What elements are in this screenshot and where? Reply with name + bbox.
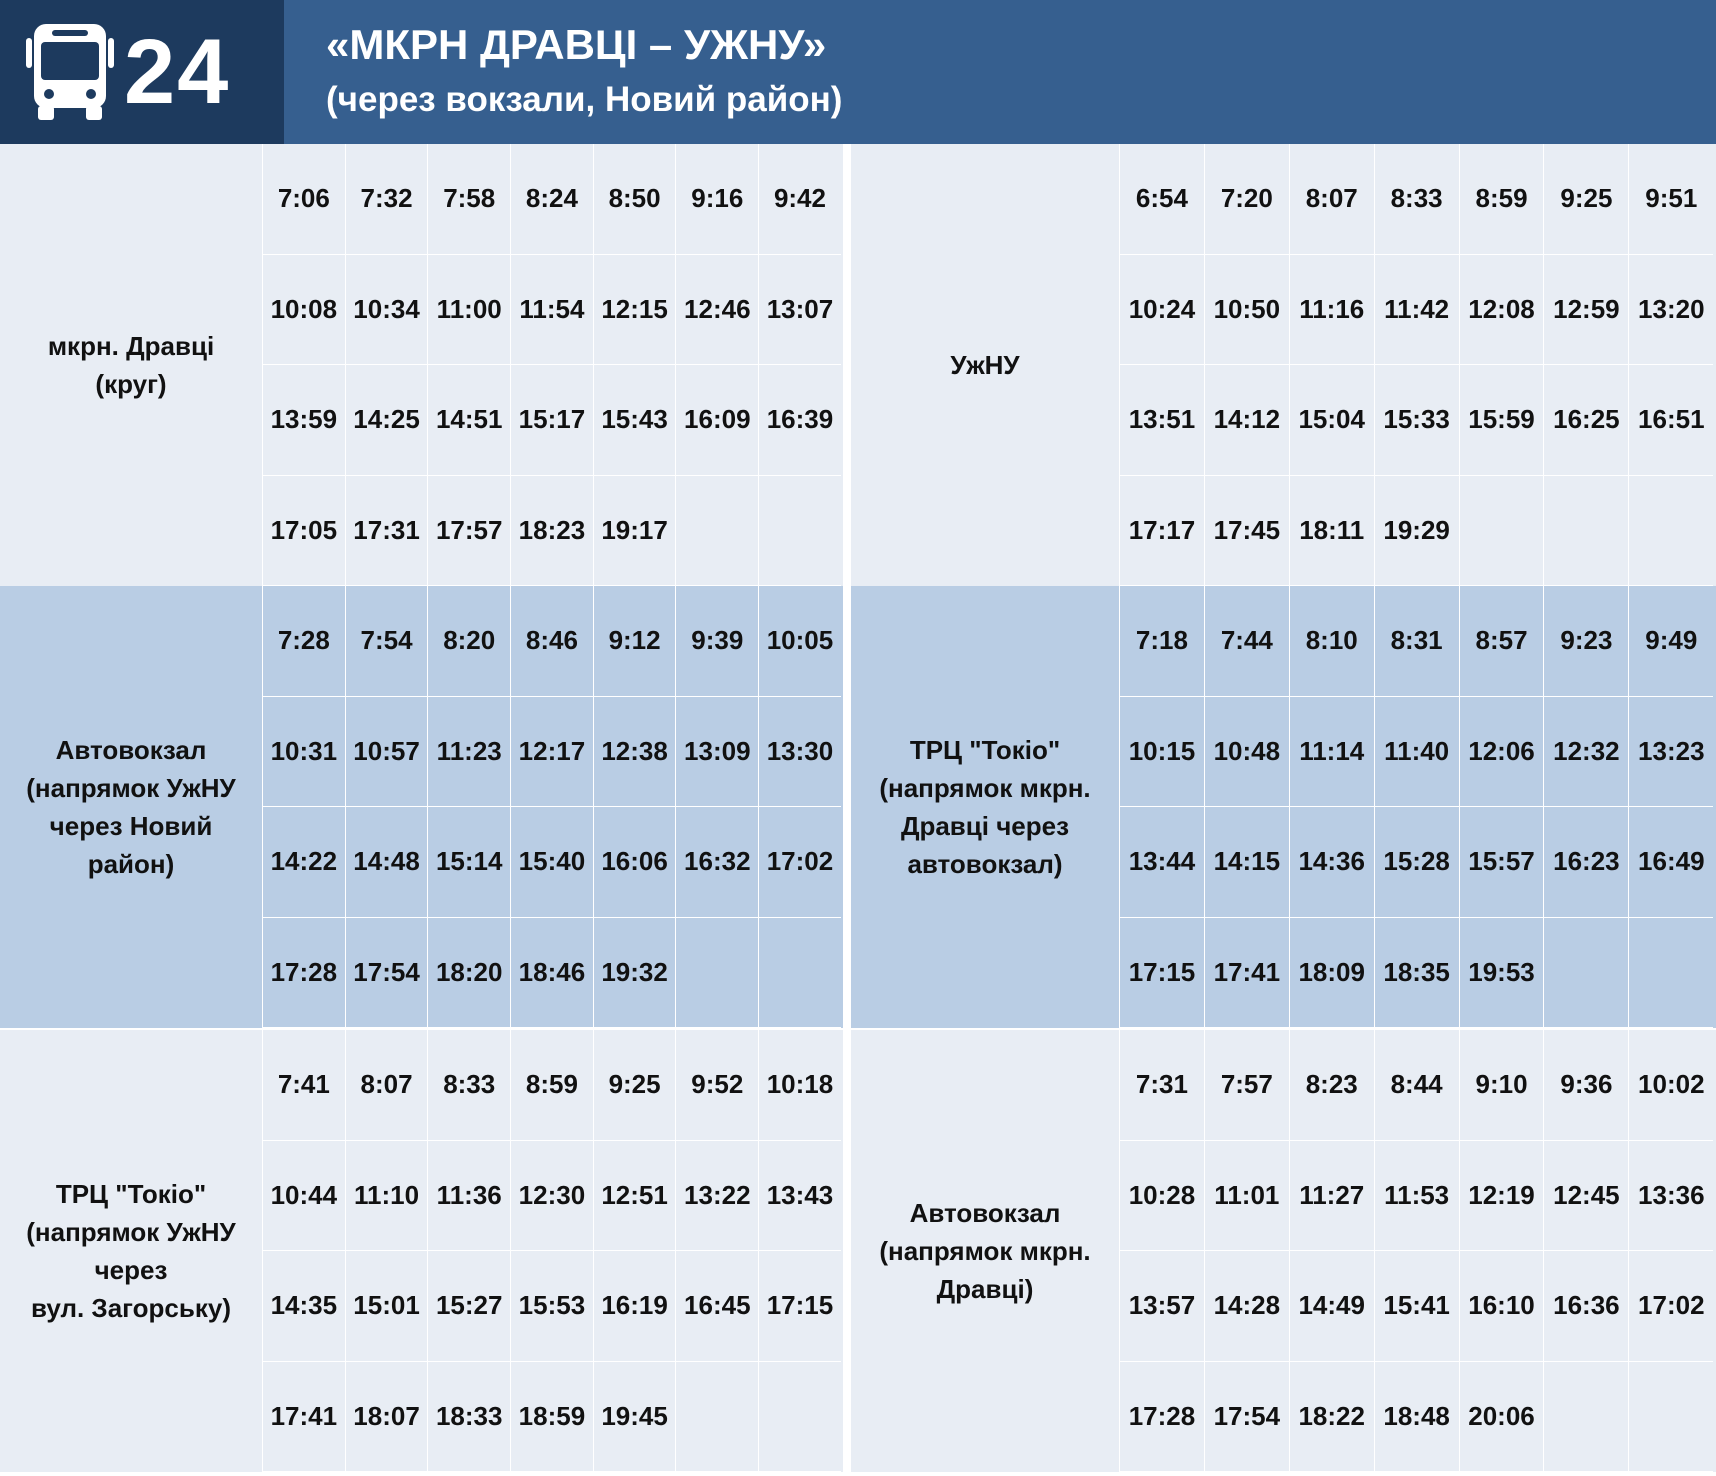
time-cell: 18:22 [1289, 1362, 1374, 1473]
schedule-section-left-2 [0, 586, 843, 1028]
stop-name: Автовокзал (напрямок мкрн. Дравці) [879, 1198, 1091, 1304]
time-cell: 7:57 [1204, 1030, 1289, 1141]
time-cell: 15:04 [1289, 365, 1374, 476]
route-title: «МКРН ДРАВЦІ – УЖНУ» [326, 21, 827, 68]
time-cell: 10:18 [758, 1030, 841, 1141]
time-cell: 14:36 [1289, 807, 1374, 918]
time-cell: 13:43 [758, 1141, 841, 1252]
time-cell: 8:44 [1374, 1030, 1459, 1141]
time-cell: 11:01 [1204, 1141, 1289, 1252]
time-cell: 10:31 [262, 697, 345, 808]
bus-icon [22, 20, 118, 122]
time-cell [675, 1362, 758, 1473]
time-cell: 8:59 [510, 1030, 593, 1141]
time-cell: 15:40 [510, 807, 593, 918]
time-cell: 11:23 [427, 697, 510, 808]
time-cell: 16:19 [593, 1251, 676, 1362]
time-cell: 16:25 [1543, 365, 1628, 476]
time-cell: 8:20 [427, 586, 510, 697]
time-cell: 9:23 [1543, 586, 1628, 697]
stop-name: мкрн. Дравці (круг) [47, 331, 215, 399]
time-cell: 12:45 [1543, 1141, 1628, 1252]
time-cell: 15:43 [593, 365, 676, 476]
time-cell: 10:15 [1119, 697, 1204, 808]
time-cell [1543, 476, 1628, 587]
time-cell [1628, 476, 1713, 587]
time-cell: 18:59 [510, 1362, 593, 1473]
time-cell: 8:31 [1374, 586, 1459, 697]
time-cell: 10:50 [1204, 255, 1289, 366]
time-cell: 13:23 [1628, 697, 1713, 808]
time-cell: 17:15 [758, 1251, 841, 1362]
time-cell: 7:54 [345, 586, 428, 697]
time-cell: 14:25 [345, 365, 428, 476]
time-cell: 16:32 [675, 807, 758, 918]
time-cell: 13:30 [758, 697, 841, 808]
time-cell: 18:46 [510, 918, 593, 1029]
time-cell: 18:35 [1374, 918, 1459, 1029]
time-cell: 9:42 [758, 144, 841, 255]
time-cell: 17:31 [345, 476, 428, 587]
time-cell: 18:11 [1289, 476, 1374, 587]
time-cell: 16:45 [675, 1251, 758, 1362]
time-cell: 8:33 [427, 1030, 510, 1141]
time-cell: 9:16 [675, 144, 758, 255]
time-cell: 15:14 [427, 807, 510, 918]
time-cell: 8:23 [1289, 1030, 1374, 1141]
time-cell: 17:57 [427, 476, 510, 587]
time-cell: 8:50 [593, 144, 676, 255]
time-cell: 12:32 [1543, 697, 1628, 808]
time-cell: 9:10 [1459, 1030, 1544, 1141]
time-cell: 12:38 [593, 697, 676, 808]
time-cell: 17:54 [345, 918, 428, 1029]
time-cell: 15:01 [345, 1251, 428, 1362]
time-cell: 10:34 [345, 255, 428, 366]
time-cell: 15:53 [510, 1251, 593, 1362]
time-cell: 13:20 [1628, 255, 1713, 366]
time-cell: 8:57 [1459, 586, 1544, 697]
time-cell: 9:12 [593, 586, 676, 697]
time-cell: 7:58 [427, 144, 510, 255]
times-grid [1119, 1030, 1713, 1472]
time-cell [1628, 1362, 1713, 1473]
times-grid [262, 1030, 841, 1472]
time-cell: 11:27 [1289, 1141, 1374, 1252]
time-cell: 11:42 [1374, 255, 1459, 366]
time-cell: 7:31 [1119, 1030, 1204, 1141]
time-cell [1459, 476, 1544, 587]
time-cell: 9:49 [1628, 586, 1713, 697]
schedule-section-left-1 [0, 144, 843, 586]
time-cell: 11:16 [1289, 255, 1374, 366]
time-cell: 8:24 [510, 144, 593, 255]
times-grid [262, 586, 841, 1028]
time-cell: 16:09 [675, 365, 758, 476]
time-cell: 15:17 [510, 365, 593, 476]
time-cell: 7:44 [1204, 586, 1289, 697]
time-cell: 19:17 [593, 476, 676, 587]
route-subtitle: (через вокзали, Новий район) [326, 80, 843, 119]
time-cell: 17:02 [1628, 1251, 1713, 1362]
time-cell: 16:10 [1459, 1251, 1544, 1362]
time-cell [675, 918, 758, 1029]
time-cell: 9:36 [1543, 1030, 1628, 1141]
time-cell: 12:46 [675, 255, 758, 366]
time-cell: 7:20 [1204, 144, 1289, 255]
time-cell: 13:59 [262, 365, 345, 476]
time-cell: 7:18 [1119, 586, 1204, 697]
route-number-box [0, 0, 284, 144]
time-cell: 14:12 [1204, 365, 1289, 476]
time-cell: 18:07 [345, 1362, 428, 1473]
time-cell: 8:33 [1374, 144, 1459, 255]
time-cell: 17:28 [1119, 1362, 1204, 1473]
time-cell: 9:51 [1628, 144, 1713, 255]
time-cell: 10:02 [1628, 1030, 1713, 1141]
time-cell: 16:23 [1543, 807, 1628, 918]
time-cell: 14:22 [262, 807, 345, 918]
time-cell: 11:14 [1289, 697, 1374, 808]
time-cell [1543, 1362, 1628, 1473]
time-cell: 13:07 [758, 255, 841, 366]
time-cell: 10:48 [1204, 697, 1289, 808]
time-cell: 11:00 [427, 255, 510, 366]
time-cell: 13:57 [1119, 1251, 1204, 1362]
time-cell: 18:20 [427, 918, 510, 1029]
times-grid [1119, 144, 1713, 586]
time-cell: 10:57 [345, 697, 428, 808]
time-cell: 18:48 [1374, 1362, 1459, 1473]
time-cell: 13:22 [675, 1141, 758, 1252]
schedule-section-right-1 [851, 144, 1716, 586]
time-cell: 12:08 [1459, 255, 1544, 366]
stop-name: ТРЦ "Токіо" (напрямок УжНУ через вул. Загорську) [26, 1179, 236, 1323]
time-cell: 14:48 [345, 807, 428, 918]
time-cell: 12:19 [1459, 1141, 1544, 1252]
time-cell [1628, 918, 1713, 1029]
time-cell: 17:02 [758, 807, 841, 918]
route-number: 24 [124, 21, 231, 123]
times-grid [1119, 586, 1713, 1028]
time-cell: 14:35 [262, 1251, 345, 1362]
time-cell: 13:51 [1119, 365, 1204, 476]
time-cell: 11:10 [345, 1141, 428, 1252]
time-cell: 10:28 [1119, 1141, 1204, 1252]
schedule-section-left-3 [0, 1030, 843, 1472]
time-cell: 17:17 [1119, 476, 1204, 587]
column-divider [843, 144, 851, 1476]
schedule-section-right-2 [851, 586, 1716, 1028]
time-cell: 17:28 [262, 918, 345, 1029]
time-cell: 10:05 [758, 586, 841, 697]
time-cell [758, 1362, 841, 1473]
time-cell: 6:54 [1119, 144, 1204, 255]
time-cell: 15:41 [1374, 1251, 1459, 1362]
time-cell: 8:46 [510, 586, 593, 697]
time-cell [758, 476, 841, 587]
time-cell: 19:53 [1459, 918, 1544, 1029]
time-cell: 19:32 [593, 918, 676, 1029]
time-cell: 19:45 [593, 1362, 676, 1473]
time-cell: 14:51 [427, 365, 510, 476]
time-cell: 17:41 [1204, 918, 1289, 1029]
time-cell: 17:05 [262, 476, 345, 587]
time-cell: 9:25 [593, 1030, 676, 1141]
times-grid [262, 144, 841, 586]
time-cell: 11:54 [510, 255, 593, 366]
time-cell: 11:53 [1374, 1141, 1459, 1252]
time-cell [675, 476, 758, 587]
time-cell: 8:07 [1289, 144, 1374, 255]
time-cell: 11:36 [427, 1141, 510, 1252]
time-cell: 13:09 [675, 697, 758, 808]
time-cell: 17:54 [1204, 1362, 1289, 1473]
time-cell: 15:28 [1374, 807, 1459, 918]
time-cell: 12:30 [510, 1141, 593, 1252]
time-cell: 11:40 [1374, 697, 1459, 808]
time-cell: 16:51 [1628, 365, 1713, 476]
time-cell: 12:17 [510, 697, 593, 808]
time-cell: 18:33 [427, 1362, 510, 1473]
time-cell: 12:51 [593, 1141, 676, 1252]
time-cell: 15:59 [1459, 365, 1544, 476]
time-cell: 17:15 [1119, 918, 1204, 1029]
time-cell: 18:09 [1289, 918, 1374, 1029]
time-cell: 12:06 [1459, 697, 1544, 808]
time-cell: 14:15 [1204, 807, 1289, 918]
time-cell: 15:57 [1459, 807, 1544, 918]
time-cell: 20:06 [1459, 1362, 1544, 1473]
time-cell: 9:25 [1543, 144, 1628, 255]
time-cell: 9:39 [675, 586, 758, 697]
time-cell: 9:52 [675, 1030, 758, 1141]
time-cell: 14:28 [1204, 1251, 1289, 1362]
time-cell: 10:44 [262, 1141, 345, 1252]
stop-name: Автовокзал (напрямок УжНУ через Новий район) [26, 735, 236, 879]
stop-name: УжНУ [950, 350, 1020, 380]
time-cell: 16:49 [1628, 807, 1713, 918]
time-cell: 16:36 [1543, 1251, 1628, 1362]
time-cell [758, 918, 841, 1029]
time-cell: 8:59 [1459, 144, 1544, 255]
time-cell: 16:06 [593, 807, 676, 918]
time-cell: 15:33 [1374, 365, 1459, 476]
time-cell: 17:45 [1204, 476, 1289, 587]
time-cell: 8:07 [345, 1030, 428, 1141]
time-cell: 17:41 [262, 1362, 345, 1473]
time-cell [1543, 918, 1628, 1029]
time-cell: 16:39 [758, 365, 841, 476]
time-cell: 13:44 [1119, 807, 1204, 918]
time-cell: 14:49 [1289, 1251, 1374, 1362]
time-cell: 15:27 [427, 1251, 510, 1362]
time-cell: 10:08 [262, 255, 345, 366]
stop-name: ТРЦ "Токіо" (напрямок мкрн. Дравці через автовокзал) [879, 735, 1091, 879]
time-cell: 7:28 [262, 586, 345, 697]
time-cell: 7:06 [262, 144, 345, 255]
time-cell: 7:32 [345, 144, 428, 255]
time-cell: 12:59 [1543, 255, 1628, 366]
route-header [0, 0, 1716, 144]
time-cell: 12:15 [593, 255, 676, 366]
schedule-section-right-3 [851, 1030, 1716, 1472]
time-cell: 19:29 [1374, 476, 1459, 587]
time-cell: 10:24 [1119, 255, 1204, 366]
time-cell: 7:41 [262, 1030, 345, 1141]
time-cell: 18:23 [510, 476, 593, 587]
time-cell: 8:10 [1289, 586, 1374, 697]
time-cell: 13:36 [1628, 1141, 1713, 1252]
